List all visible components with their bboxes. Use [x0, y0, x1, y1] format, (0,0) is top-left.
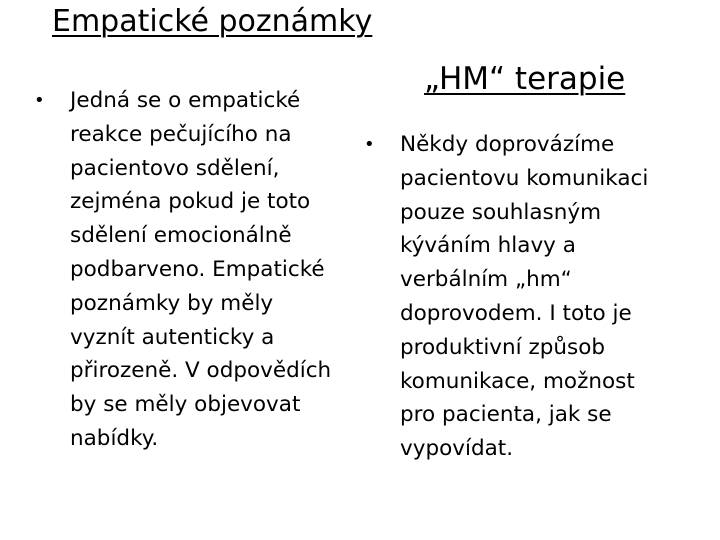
left-bullet-item	[34, 84, 364, 456]
bullet-icon: •	[34, 90, 45, 111]
right-bullet-item	[364, 128, 714, 466]
slide-title: Empatické poznámky	[52, 4, 373, 39]
left-bullet-text: Jedná se o empatické reakce pečujícího na pacientovo sdělení, zejména pokud je toto sdělení emocionálně podbarveno. Empatické poznámky by měly vyznít autenticky a přirozeně. V odpovědích by se měly objevovat nabídky.	[70, 88, 332, 451]
right-bullet-text: Někdy doprovázíme pacientovu komunikaci pouze souhlasným kýváním hlavy a verbálním „hm“ doprovodem. I toto je produktivní způsob komunikace, možnost pro pacienta, jak se vypovídat.	[400, 132, 649, 462]
right-column-heading: „HM“ terapie	[424, 61, 626, 97]
bullet-icon: •	[364, 134, 375, 155]
